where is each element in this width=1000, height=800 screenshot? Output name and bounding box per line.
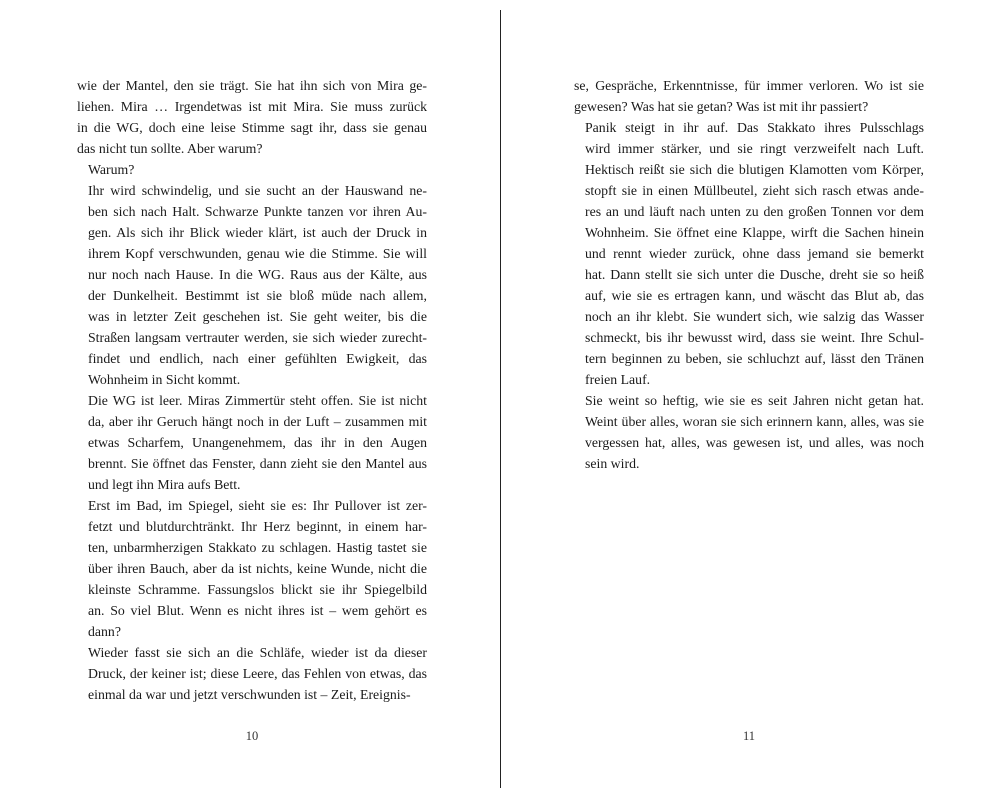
text-line: an. So viel Blut. Wenn es nicht ihres ist – wem gehört es xyxy=(88,603,427,618)
paragraph xyxy=(77,390,427,495)
text-line: wie der Mantel, den sie trägt. Sie hat ihn sich von Mira ge- xyxy=(77,78,427,93)
paragraph xyxy=(77,180,427,390)
text-line: dann? xyxy=(88,624,121,639)
text-line: vergessen hat, alles, was gewesen ist, und alles, was noch xyxy=(585,435,924,450)
text-line: ihrem Kopf verschwunden, genau wie die Stimme. Sie will xyxy=(88,246,427,261)
text-line: da, aber ihr Geruch hängt noch in der Luft – zusammen mit xyxy=(88,414,427,429)
text-line: se, Gespräche, Erkenntnisse, für immer verloren. Wo ist sie xyxy=(574,78,924,93)
text-line: ten, unbarmherzigen Stakkato zu schlagen. Hastig tastet sie xyxy=(88,540,427,555)
page-number-left: 10 xyxy=(245,729,259,743)
text-line: nur noch nach Hause. In die WG. Raus aus der Kälte, aus xyxy=(88,267,427,282)
text-line: stopft sie in einen Müllbeutel, zieht sich rasch etwas ande- xyxy=(585,183,924,198)
text-line: freien Lauf. xyxy=(585,372,651,387)
text-line: und legt ihn Mira aufs Bett. xyxy=(88,477,241,492)
text-line: noch an ihr klebt. Sie wundert sich, wie salzig das Wasser xyxy=(585,309,924,324)
text-line: ben sich nach Halt. Schwarze Punkte tanzen vor ihren Au- xyxy=(88,204,427,219)
paragraph xyxy=(574,390,924,474)
text-line: fetzt und blutdurchtränkt. Ihr Herz beginnt, in einem har- xyxy=(88,519,427,534)
text-line: Weint über alles, woran sie sich erinnern kann, alles, was sie xyxy=(585,414,924,429)
text-line: Straßen langsam vertrauter werden, sie sich wieder zurecht- xyxy=(88,330,427,345)
paragraph xyxy=(77,495,427,642)
text-line: sein wird. xyxy=(585,456,640,471)
text-line: Wieder fasst sie sich an die Schläfe, wieder ist da dieser xyxy=(88,645,427,660)
text-line: Ihr wird schwindelig, und sie sucht an der Hauswand ne- xyxy=(88,183,427,198)
left-page-body xyxy=(77,75,427,705)
text-line: auf, wie sie es ertragen kann, und wäscht das Blut ab, das xyxy=(585,288,924,303)
text-line: gen. Als sich ihr Blick wieder klärt, ist auch der Druck in xyxy=(88,225,427,240)
text-line: liehen. Mira … Irgendetwas ist mit Mira. Sie muss zurück xyxy=(77,99,427,114)
text-line: und rennt wieder zurück, ohne dass jemand sie bemerkt xyxy=(585,246,924,261)
page-number-right: 11 xyxy=(742,729,756,743)
text-line: wird immer stärker, und sie ringt verzweifelt nach Luft. xyxy=(585,141,924,156)
text-line: einmal da war und jetzt verschwunden ist – Zeit, Ereignis- xyxy=(88,687,411,702)
text-line: Druck, der keiner ist; diese Leere, das Fehlen von etwas, das xyxy=(88,666,427,681)
text-line: brennt. Sie öffnet das Fenster, dann zieht sie den Mantel aus xyxy=(88,456,427,471)
paragraph xyxy=(77,159,427,180)
text-line: was in letzter Zeit geschehen ist. Sie geht weiter, bis die xyxy=(88,309,427,324)
text-line: in die WG, doch eine leise Stimme sagt ihr, dass sie genau xyxy=(77,120,427,135)
text-line: res an und läuft nach unten zu den großen Tonnen vor dem xyxy=(585,204,924,219)
text-line: etwas Scharfem, Unangenehmem, das ihr in den Augen xyxy=(88,435,427,450)
paragraph xyxy=(77,642,427,705)
text-line: Hektisch reißt sie sich die blutigen Klamotten vom Körper, xyxy=(585,162,924,177)
text-line: schmeckt, bis ihr bewusst wird, dass sie weint. Ihre Schul- xyxy=(585,330,924,345)
right-page-body xyxy=(574,75,924,474)
book-gutter-divider xyxy=(500,10,501,788)
text-line: kleinste Schramme. Fassungslos blickt sie ihr Spiegelbild xyxy=(88,582,427,597)
text-line: Panik steigt in ihr auf. Das Stakkato ihres Pulsschlags xyxy=(585,120,924,135)
text-line: Wohnheim in Sicht kommt. xyxy=(88,372,241,387)
text-line: der Dunkelheit. Bestimmt ist sie bloß müde nach allem, xyxy=(88,288,427,303)
text-line: Die WG ist leer. Miras Zimmertür steht offen. Sie ist nicht xyxy=(88,393,427,408)
text-line: über ihren Bauch, aber da ist nichts, keine Wunde, nicht die xyxy=(88,561,427,576)
paragraph xyxy=(574,75,924,117)
text-line: Sie weint so heftig, wie sie es seit Jahren nicht getan hat. xyxy=(585,393,924,408)
text-line: hat. Dann stellt sie sich unter die Dusche, dreht sie so heiß xyxy=(585,267,924,282)
text-line: Wohnheim. Sie öffnet eine Klappe, wirft die Sachen hinein xyxy=(585,225,924,240)
text-line: das nicht tun sollte. Aber warum? xyxy=(77,141,263,156)
text-line: Warum? xyxy=(88,162,135,177)
text-line: tern beginnen zu beben, sie schluchzt auf, lässt den Tränen xyxy=(585,351,924,366)
text-line: findet und endlich, nach einer gefühlten Ewigkeit, das xyxy=(88,351,427,366)
text-line: gewesen? Was hat sie getan? Was ist mit ihr passiert? xyxy=(574,99,869,114)
paragraph xyxy=(77,75,427,159)
text-line: Erst im Bad, im Spiegel, sieht sie es: Ihr Pullover ist zer- xyxy=(88,498,427,513)
paragraph xyxy=(574,117,924,390)
